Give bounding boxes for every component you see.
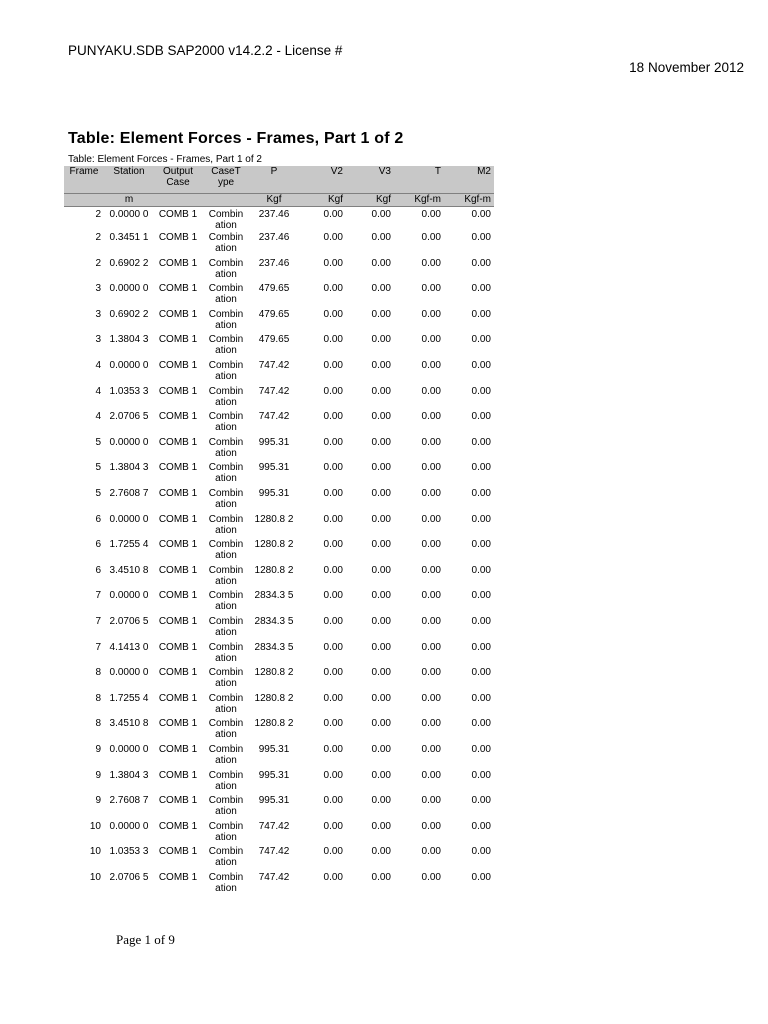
v2-cell: 0.00 <box>323 667 343 679</box>
unit-header-row <box>64 194 494 207</box>
m2-cell: 0.00 <box>471 743 491 755</box>
output-case-cell: COMB 1 <box>158 411 198 423</box>
t-cell: 0.00 <box>421 539 441 551</box>
table-row <box>64 693 494 719</box>
p-cell: 479.65 <box>258 334 290 346</box>
table-row <box>64 488 494 514</box>
m2-cell: 0.00 <box>471 795 491 807</box>
v3-cell: 0.00 <box>371 283 391 295</box>
page-title: Table: Element Forces - Frames, Part 1 of 2 <box>68 130 404 147</box>
p-cell: 1280.8 2 <box>254 539 294 551</box>
p-cell: 237.46 <box>258 209 290 220</box>
m2-cell: 0.00 <box>471 590 491 602</box>
m2-cell: 0.00 <box>471 692 491 704</box>
t-cell: 0.00 <box>421 871 441 883</box>
t-cell: 0.00 <box>421 590 441 602</box>
t-cell: 0.00 <box>421 488 441 500</box>
t-cell: 0.00 <box>421 411 441 423</box>
p-cell: 2834.3 5 <box>254 616 294 627</box>
t-cell: 0.00 <box>421 616 441 627</box>
v3-cell: 0.00 <box>371 616 391 627</box>
m2-cell: 0.00 <box>471 283 491 295</box>
v3-cell: 0.00 <box>371 564 391 576</box>
p-cell: 747.42 <box>258 846 290 858</box>
column-header-row <box>64 166 494 194</box>
m2-cell: 0.00 <box>471 641 491 653</box>
station-cell: 2.0706 5 <box>109 871 149 883</box>
v2-cell: 0.00 <box>323 488 343 500</box>
station-cell: 1.7255 4 <box>109 539 149 551</box>
output-case-cell: COMB 1 <box>158 232 198 244</box>
frame-cell: 7 <box>95 590 101 602</box>
case-type-cell: Combin ation <box>208 718 244 741</box>
table-row <box>64 872 494 898</box>
unit-v2: Kgf <box>298 194 346 207</box>
table-row <box>64 207 494 233</box>
table-row <box>64 718 494 744</box>
v3-cell: 0.00 <box>371 871 391 883</box>
station-cell: 2.7608 7 <box>109 488 149 500</box>
unit-frame <box>64 194 104 207</box>
station-cell: 0.0000 0 <box>109 209 149 220</box>
p-cell: 479.65 <box>258 308 290 320</box>
v3-cell: 0.00 <box>371 718 391 730</box>
case-type-cell: Combin ation <box>208 769 244 792</box>
case-type-cell: Combin ation <box>208 590 244 613</box>
p-cell: 1280.8 2 <box>254 513 294 525</box>
page-number: Page 1 of 9 <box>116 932 175 947</box>
v2-cell: 0.00 <box>323 564 343 576</box>
t-cell: 0.00 <box>421 360 441 372</box>
output-case-cell: COMB 1 <box>158 820 198 832</box>
station-cell: 0.6902 2 <box>109 257 149 269</box>
case-type-cell: Combin ation <box>208 488 244 511</box>
case-type-cell: Combin ation <box>208 539 244 562</box>
frame-cell: 10 <box>89 820 101 832</box>
frame-cell: 9 <box>95 795 101 807</box>
table-row <box>64 462 494 488</box>
m2-cell: 0.00 <box>471 539 491 551</box>
m2-cell: 0.00 <box>471 846 491 858</box>
frame-cell: 2 <box>95 257 101 269</box>
p-cell: 1280.8 2 <box>254 692 294 704</box>
station-cell: 1.0353 3 <box>109 385 149 397</box>
t-cell: 0.00 <box>421 436 441 448</box>
case-type-cell: Combin ation <box>208 616 244 638</box>
col-header-p: P <box>250 166 298 194</box>
unit-v3: Kgf <box>346 194 394 207</box>
v2-cell: 0.00 <box>323 820 343 832</box>
v2-cell: 0.00 <box>323 360 343 372</box>
case-type-cell: Combin ation <box>208 513 244 536</box>
table-row <box>64 437 494 463</box>
p-cell: 747.42 <box>258 360 290 372</box>
station-cell: 0.0000 0 <box>109 513 149 525</box>
t-cell: 0.00 <box>421 743 441 755</box>
v2-cell: 0.00 <box>323 743 343 755</box>
v3-cell: 0.00 <box>371 641 391 653</box>
v2-cell: 0.00 <box>323 411 343 423</box>
unit-output-case <box>154 194 202 207</box>
p-cell: 747.42 <box>258 820 290 832</box>
table-row <box>64 283 494 309</box>
table-row <box>64 667 494 693</box>
v2-cell: 0.00 <box>323 436 343 448</box>
t-cell: 0.00 <box>421 513 441 525</box>
output-case-cell: COMB 1 <box>158 795 198 807</box>
output-case-cell: COMB 1 <box>158 283 198 295</box>
table-row <box>64 590 494 616</box>
t-cell: 0.00 <box>421 769 441 781</box>
p-cell: 1280.8 2 <box>254 564 294 576</box>
station-cell: 0.3451 1 <box>109 232 149 244</box>
m2-cell: 0.00 <box>471 334 491 346</box>
t-cell: 0.00 <box>421 283 441 295</box>
v3-cell: 0.00 <box>371 692 391 704</box>
v2-cell: 0.00 <box>323 462 343 474</box>
output-case-cell: COMB 1 <box>158 769 198 781</box>
output-case-cell: COMB 1 <box>158 334 198 346</box>
frame-cell: 8 <box>95 692 101 704</box>
v2-cell: 0.00 <box>323 385 343 397</box>
v3-cell: 0.00 <box>371 462 391 474</box>
frame-cell: 7 <box>95 616 101 627</box>
case-type-cell: Combin ation <box>208 692 244 715</box>
v3-cell: 0.00 <box>371 539 391 551</box>
output-case-cell: COMB 1 <box>158 641 198 653</box>
output-case-cell: COMB 1 <box>158 308 198 320</box>
frame-cell: 4 <box>95 385 101 397</box>
output-case-cell: COMB 1 <box>158 539 198 551</box>
v2-cell: 0.00 <box>323 616 343 627</box>
output-case-cell: COMB 1 <box>158 564 198 576</box>
table-row <box>64 514 494 540</box>
p-cell: 995.31 <box>258 488 290 500</box>
table-row <box>64 334 494 360</box>
t-cell: 0.00 <box>421 718 441 730</box>
output-case-cell: COMB 1 <box>158 436 198 448</box>
frame-cell: 4 <box>95 360 101 372</box>
frame-cell: 9 <box>95 743 101 755</box>
v2-cell: 0.00 <box>323 232 343 244</box>
m2-cell: 0.00 <box>471 209 491 220</box>
m2-cell: 0.00 <box>471 385 491 397</box>
v3-cell: 0.00 <box>371 411 391 423</box>
case-type-cell: Combin ation <box>208 257 244 280</box>
case-type-cell: Combin ation <box>208 209 244 231</box>
frame-cell: 6 <box>95 513 101 525</box>
v2-cell: 0.00 <box>323 641 343 653</box>
document-header: PUNYAKU.SDB SAP2000 v14.2.2 - License # <box>68 43 343 58</box>
v2-cell: 0.00 <box>323 308 343 320</box>
v3-cell: 0.00 <box>371 820 391 832</box>
table-row <box>64 616 494 642</box>
m2-cell: 0.00 <box>471 257 491 269</box>
t-cell: 0.00 <box>421 641 441 653</box>
v2-cell: 0.00 <box>323 334 343 346</box>
p-cell: 747.42 <box>258 871 290 883</box>
station-cell: 0.0000 0 <box>109 283 149 295</box>
station-cell: 1.3804 3 <box>109 769 149 781</box>
table-caption: Table: Element Forces - Frames, Part 1 of 2 <box>68 154 262 165</box>
v2-cell: 0.00 <box>323 692 343 704</box>
frame-cell: 3 <box>95 334 101 346</box>
station-cell: 1.7255 4 <box>109 692 149 704</box>
t-cell: 0.00 <box>421 334 441 346</box>
output-case-cell: COMB 1 <box>158 616 198 627</box>
p-cell: 237.46 <box>258 232 290 244</box>
t-cell: 0.00 <box>421 462 441 474</box>
table-row <box>64 258 494 284</box>
station-cell: 0.0000 0 <box>109 667 149 679</box>
m2-cell: 0.00 <box>471 564 491 576</box>
table-row <box>64 539 494 565</box>
m2-cell: 0.00 <box>471 820 491 832</box>
case-type-cell: Combin ation <box>208 846 244 869</box>
station-cell: 4.1413 0 <box>109 641 149 653</box>
station-cell: 0.0000 0 <box>109 360 149 372</box>
case-type-cell: Combin ation <box>208 411 244 434</box>
p-cell: 1280.8 2 <box>254 667 294 679</box>
station-cell: 2.0706 5 <box>109 616 149 627</box>
case-type-cell: Combin ation <box>208 564 244 587</box>
v3-cell: 0.00 <box>371 513 391 525</box>
v2-cell: 0.00 <box>323 769 343 781</box>
frame-cell: 7 <box>95 641 101 653</box>
m2-cell: 0.00 <box>471 436 491 448</box>
v2-cell: 0.00 <box>323 871 343 883</box>
v3-cell: 0.00 <box>371 488 391 500</box>
frame-cell: 6 <box>95 564 101 576</box>
frame-cell: 2 <box>95 209 101 220</box>
p-cell: 995.31 <box>258 743 290 755</box>
table-row <box>64 846 494 872</box>
m2-cell: 0.00 <box>471 411 491 423</box>
t-cell: 0.00 <box>421 846 441 858</box>
station-cell: 1.3804 3 <box>109 462 149 474</box>
v2-cell: 0.00 <box>323 513 343 525</box>
v3-cell: 0.00 <box>371 334 391 346</box>
v3-cell: 0.00 <box>371 846 391 858</box>
p-cell: 747.42 <box>258 411 290 423</box>
frame-cell: 5 <box>95 488 101 500</box>
frame-cell: 9 <box>95 769 101 781</box>
v3-cell: 0.00 <box>371 436 391 448</box>
t-cell: 0.00 <box>421 564 441 576</box>
table-row <box>64 821 494 847</box>
frame-cell: 3 <box>95 283 101 295</box>
p-cell: 237.46 <box>258 257 290 269</box>
v2-cell: 0.00 <box>323 257 343 269</box>
output-case-cell: COMB 1 <box>158 257 198 269</box>
v2-cell: 0.00 <box>323 846 343 858</box>
case-type-cell: Combin ation <box>208 436 244 459</box>
col-header-t: T <box>394 166 444 194</box>
station-cell: 0.0000 0 <box>109 590 149 602</box>
frame-cell: 8 <box>95 718 101 730</box>
t-cell: 0.00 <box>421 308 441 320</box>
table-row <box>64 386 494 412</box>
v3-cell: 0.00 <box>371 209 391 220</box>
v3-cell: 0.00 <box>371 232 391 244</box>
m2-cell: 0.00 <box>471 488 491 500</box>
output-case-cell: COMB 1 <box>158 385 198 397</box>
unit-m2: Kgf-m <box>444 194 494 207</box>
m2-cell: 0.00 <box>471 718 491 730</box>
frame-cell: 6 <box>95 539 101 551</box>
m2-cell: 0.00 <box>471 462 491 474</box>
col-header-output-case: Output Case <box>154 166 202 194</box>
output-case-cell: COMB 1 <box>158 360 198 372</box>
p-cell: 747.42 <box>258 385 290 397</box>
t-cell: 0.00 <box>421 692 441 704</box>
case-type-cell: Combin ation <box>208 743 244 766</box>
m2-cell: 0.00 <box>471 360 491 372</box>
case-type-cell: Combin ation <box>208 820 244 843</box>
table-row <box>64 360 494 386</box>
table-row <box>64 411 494 437</box>
table-row <box>64 642 494 668</box>
output-case-cell: COMB 1 <box>158 846 198 858</box>
station-cell: 0.0000 0 <box>109 436 149 448</box>
frame-cell: 2 <box>95 232 101 244</box>
unit-station: m <box>104 194 154 207</box>
case-type-cell: Combin ation <box>208 308 244 331</box>
v3-cell: 0.00 <box>371 257 391 269</box>
frame-cell: 3 <box>95 308 101 320</box>
p-cell: 995.31 <box>258 795 290 807</box>
frame-cell: 5 <box>95 436 101 448</box>
output-case-cell: COMB 1 <box>158 513 198 525</box>
table-row <box>64 309 494 335</box>
station-cell: 2.0706 5 <box>109 411 149 423</box>
v3-cell: 0.00 <box>371 308 391 320</box>
v3-cell: 0.00 <box>371 667 391 679</box>
m2-cell: 0.00 <box>471 513 491 525</box>
col-header-v2: V2 <box>298 166 346 194</box>
output-case-cell: COMB 1 <box>158 667 198 679</box>
v3-cell: 0.00 <box>371 743 391 755</box>
unit-t: Kgf-m <box>394 194 444 207</box>
v3-cell: 0.00 <box>371 795 391 807</box>
output-case-cell: COMB 1 <box>158 692 198 704</box>
v3-cell: 0.00 <box>371 360 391 372</box>
station-cell: 0.0000 0 <box>109 743 149 755</box>
m2-cell: 0.00 <box>471 667 491 679</box>
m2-cell: 0.00 <box>471 232 491 244</box>
output-case-cell: COMB 1 <box>158 590 198 602</box>
v2-cell: 0.00 <box>323 590 343 602</box>
p-cell: 995.31 <box>258 436 290 448</box>
col-header-case-type: CaseT ype <box>202 166 250 194</box>
output-case-cell: COMB 1 <box>158 462 198 474</box>
station-cell: 2.7608 7 <box>109 795 149 807</box>
case-type-cell: Combin ation <box>208 667 244 690</box>
case-type-cell: Combin ation <box>208 795 244 818</box>
v3-cell: 0.00 <box>371 769 391 781</box>
station-cell: 0.0000 0 <box>109 820 149 832</box>
frame-cell: 8 <box>95 667 101 679</box>
m2-cell: 0.00 <box>471 769 491 781</box>
case-type-cell: Combin ation <box>208 232 244 255</box>
unit-case-type <box>202 194 250 207</box>
output-case-cell: COMB 1 <box>158 718 198 730</box>
output-case-cell: COMB 1 <box>158 209 198 220</box>
p-cell: 1280.8 2 <box>254 718 294 730</box>
t-cell: 0.00 <box>421 795 441 807</box>
t-cell: 0.00 <box>421 232 441 244</box>
frame-cell: 4 <box>95 411 101 423</box>
col-header-m2: M2 <box>444 166 494 194</box>
station-cell: 1.0353 3 <box>109 846 149 858</box>
station-cell: 3.4510 8 <box>109 718 149 730</box>
v3-cell: 0.00 <box>371 385 391 397</box>
report-date: 18 November 2012 <box>629 60 744 75</box>
table-row <box>64 795 494 821</box>
m2-cell: 0.00 <box>471 616 491 627</box>
p-cell: 479.65 <box>258 283 290 295</box>
v2-cell: 0.00 <box>323 795 343 807</box>
case-type-cell: Combin ation <box>208 641 244 664</box>
case-type-cell: Combin ation <box>208 334 244 357</box>
v2-cell: 0.00 <box>323 209 343 220</box>
m2-cell: 0.00 <box>471 871 491 883</box>
table-body <box>64 207 494 898</box>
table-row <box>64 770 494 796</box>
v2-cell: 0.00 <box>323 283 343 295</box>
p-cell: 995.31 <box>258 462 290 474</box>
element-forces-table <box>64 166 494 898</box>
v2-cell: 0.00 <box>323 718 343 730</box>
t-cell: 0.00 <box>421 257 441 269</box>
v2-cell: 0.00 <box>323 539 343 551</box>
p-cell: 995.31 <box>258 769 290 781</box>
case-type-cell: Combin ation <box>208 385 244 408</box>
unit-p: Kgf <box>250 194 298 207</box>
t-cell: 0.00 <box>421 820 441 832</box>
station-cell: 0.6902 2 <box>109 308 149 320</box>
case-type-cell: Combin ation <box>208 360 244 383</box>
output-case-cell: COMB 1 <box>158 743 198 755</box>
table-row <box>64 744 494 770</box>
table-row <box>64 565 494 591</box>
t-cell: 0.00 <box>421 667 441 679</box>
case-type-cell: Combin ation <box>208 462 244 485</box>
t-cell: 0.00 <box>421 385 441 397</box>
frame-cell: 10 <box>89 846 101 858</box>
frame-cell: 10 <box>89 871 101 883</box>
t-cell: 0.00 <box>421 209 441 220</box>
col-header-frame: Frame <box>64 166 104 194</box>
p-cell: 2834.3 5 <box>254 590 294 602</box>
table-row <box>64 232 494 258</box>
output-case-cell: COMB 1 <box>158 488 198 500</box>
case-type-cell: Combin ation <box>208 283 244 306</box>
col-header-station: Station <box>104 166 154 194</box>
case-type-cell: Combin ation <box>208 871 244 894</box>
output-case-cell: COMB 1 <box>158 871 198 883</box>
p-cell: 2834.3 5 <box>254 641 294 653</box>
m2-cell: 0.00 <box>471 308 491 320</box>
station-cell: 3.4510 8 <box>109 564 149 576</box>
frame-cell: 5 <box>95 462 101 474</box>
col-header-v3: V3 <box>346 166 394 194</box>
v3-cell: 0.00 <box>371 590 391 602</box>
station-cell: 1.3804 3 <box>109 334 149 346</box>
